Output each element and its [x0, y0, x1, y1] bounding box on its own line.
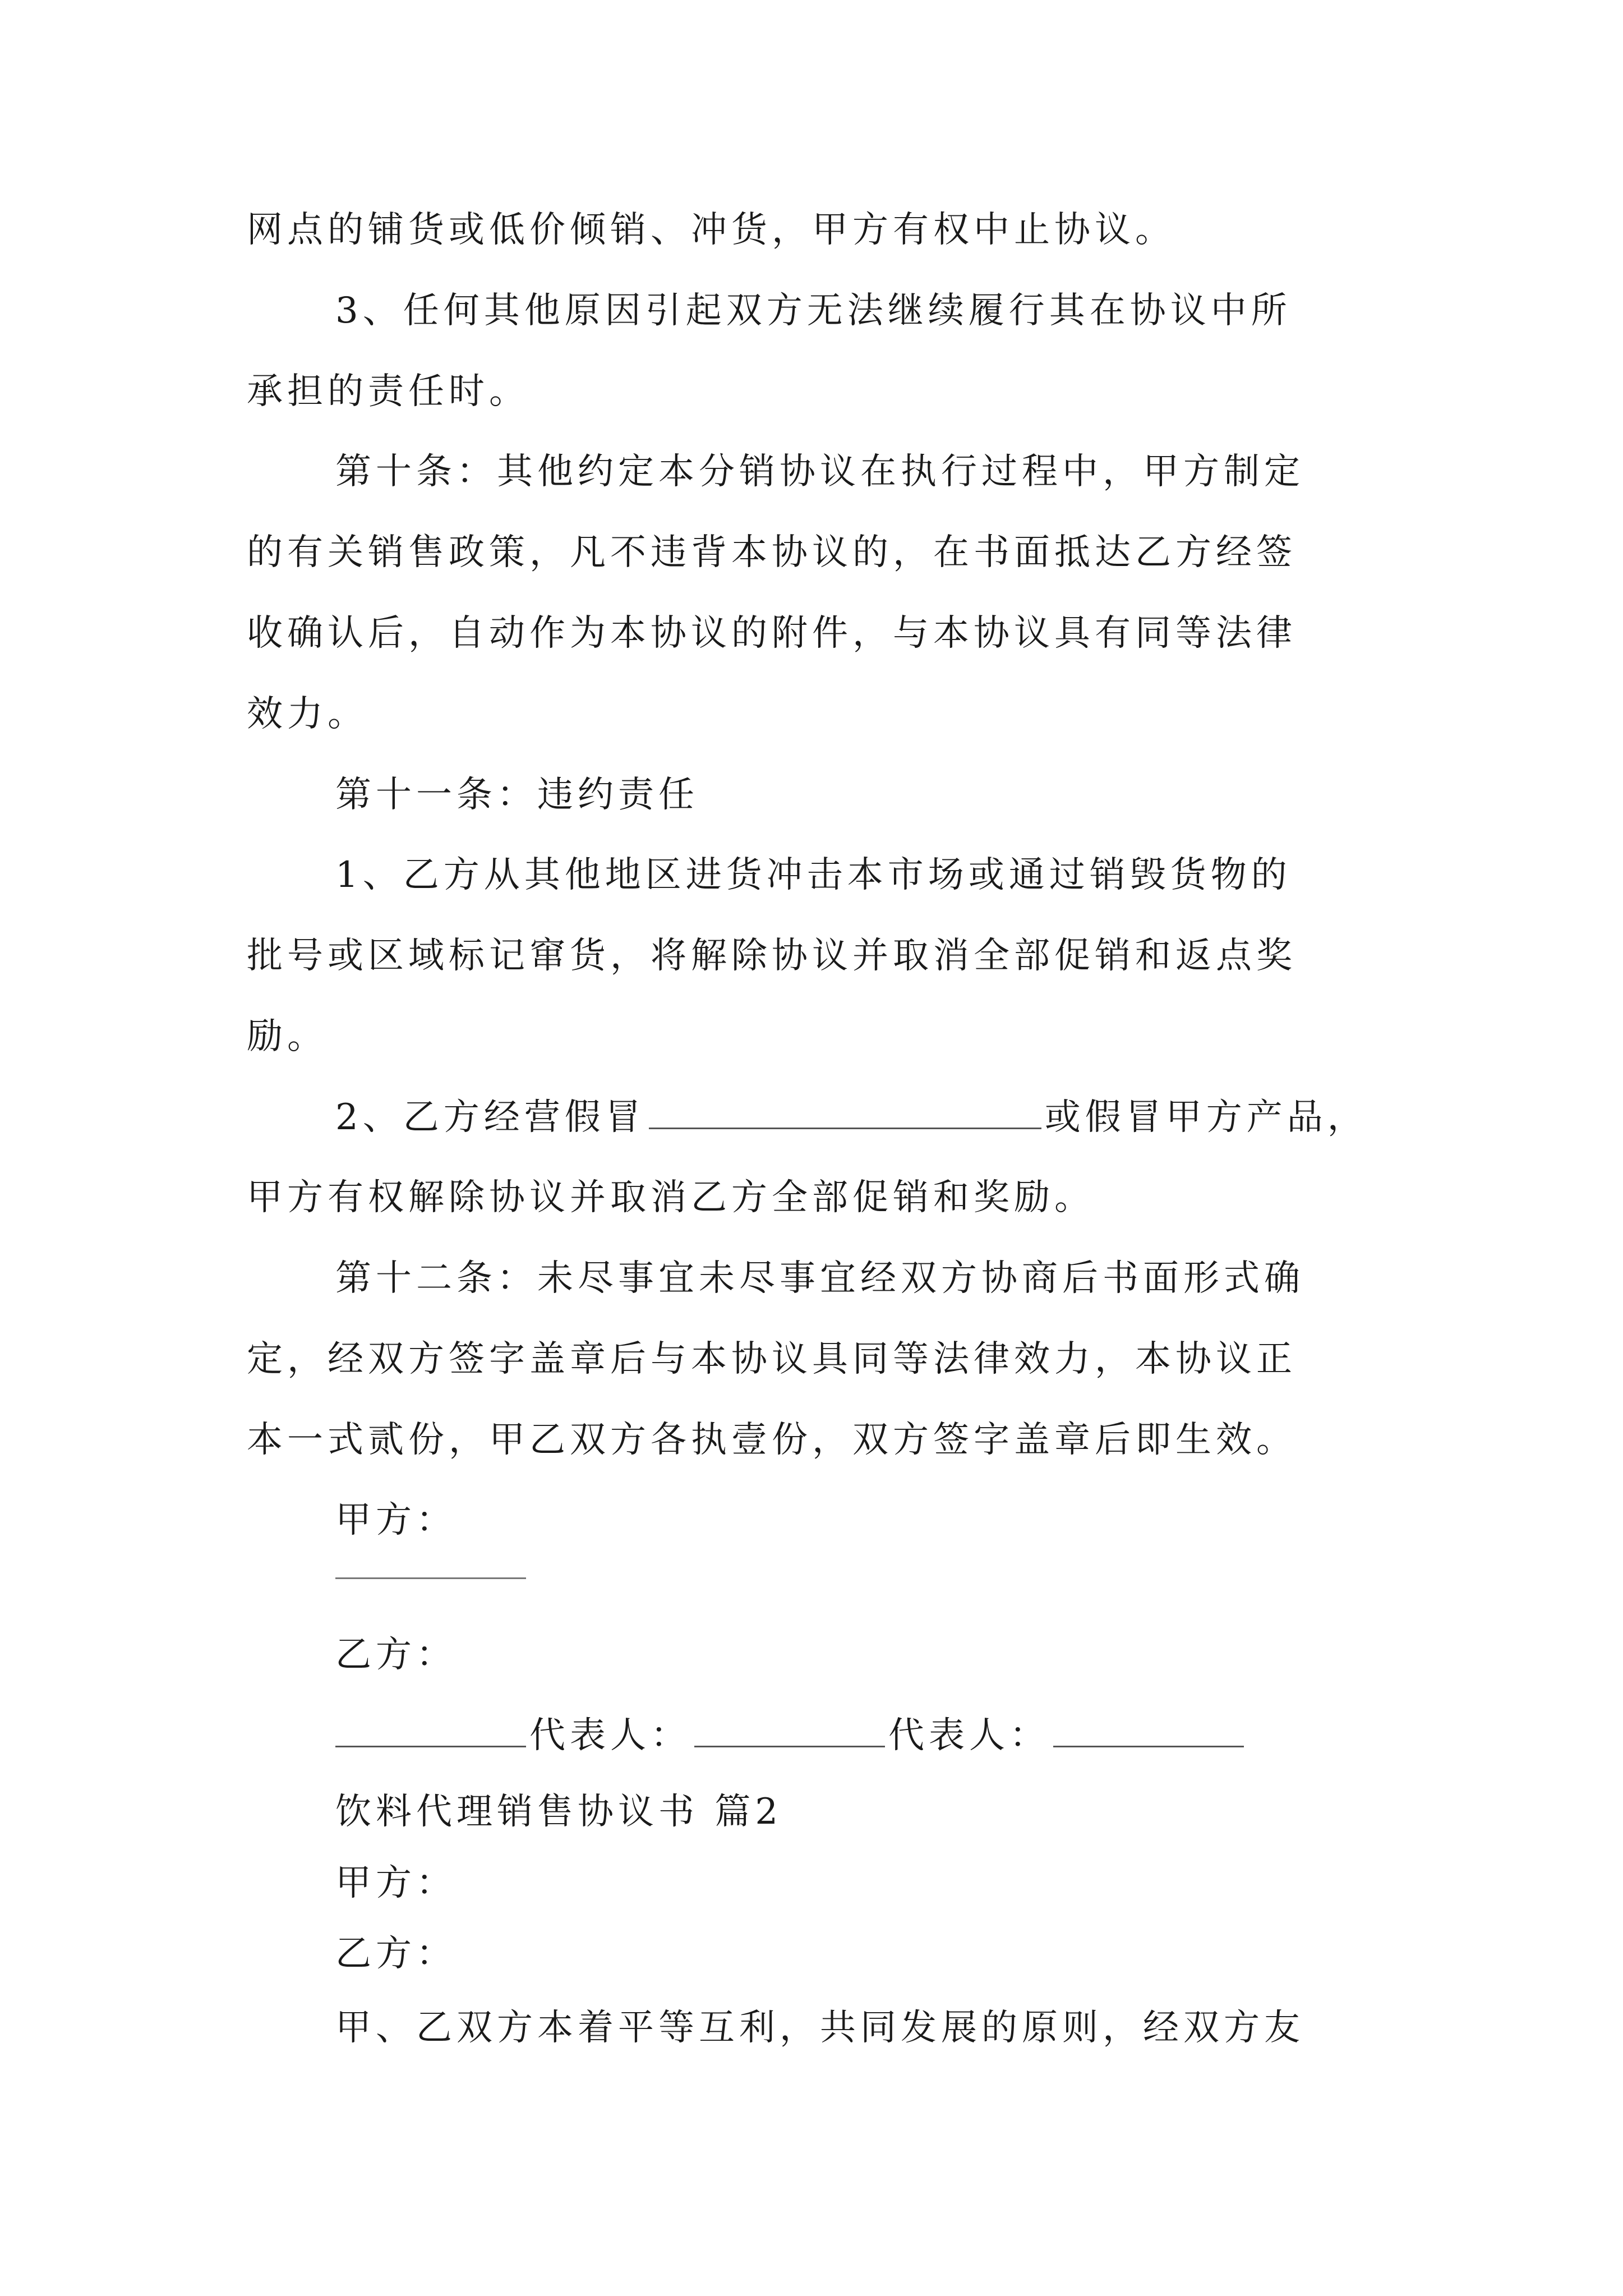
- fill-in-blank: [649, 1095, 1041, 1129]
- article-12-heading: 第十二条：未尽事宜未尽事宜经双方协商后书面形式确: [335, 1258, 1304, 1299]
- text-line: 网点的铺货或低价倾销、冲货，甲方有权中止协议。: [247, 209, 1175, 251]
- text-line: 收确认后，自动作为本协议的附件，与本协议具有同等法律: [247, 613, 1297, 654]
- representative-line: [0, 1710, 1623, 1761]
- text-line: 甲、乙双方本着平等互利，共同发展的原则，经双方友: [335, 2007, 1304, 2049]
- text-line: 的有关销售政策，凡不违背本协议的，在书面抵达乙方经签: [247, 532, 1297, 573]
- text-line: 效力。: [247, 693, 368, 735]
- text-line: 批号或区域标记窜货，将解除协议并取消全部促销和返点奖: [247, 935, 1297, 977]
- article-11-heading: 第十一条：违约责任: [335, 774, 699, 816]
- text-line: 甲方有权解除协议并取消乙方全部促销和奖励。: [247, 1177, 1095, 1218]
- section-title: 饮料代理销售协议书 篇2: [335, 1791, 783, 1833]
- signature-blank: [335, 1713, 526, 1747]
- party-a-label: 甲方：: [335, 1862, 457, 1904]
- clause-text: 2、乙方经营假冒: [335, 1097, 645, 1138]
- representative-label: 代表人：: [529, 1715, 691, 1756]
- signature-blank: [1053, 1713, 1244, 1747]
- article-10-heading: 第十条：其他约定本分销协议在执行过程中，甲方制定: [335, 451, 1304, 493]
- text-line: 励。: [247, 1016, 328, 1057]
- text-line: 1、乙方从其他地区进货冲击本市场或通过销毁货物的: [335, 854, 1292, 896]
- party-a-label: 甲方：: [335, 1499, 457, 1541]
- text-line: 3、任何其他原因引起双方无法继续履行其在协议中所: [335, 290, 1292, 332]
- party-b-label: 乙方：: [335, 1933, 457, 1975]
- representative-label: 代表人：: [888, 1715, 1050, 1756]
- party-b-label: 乙方：: [335, 1634, 457, 1676]
- clause-text: 或假冒甲方产品，: [1044, 1097, 1368, 1138]
- counterfeit-clause-line: [0, 1092, 1623, 1143]
- signature-blank: [694, 1713, 885, 1747]
- text-line: 承担的责任时。: [247, 371, 529, 412]
- signature-line: [335, 1577, 526, 1579]
- text-line: 定，经双方签字盖章后与本协议具同等法律效力，本协议正: [247, 1338, 1297, 1380]
- text-line: 本一式贰份，甲乙双方各执壹份，双方签字盖章后即生效。: [247, 1419, 1297, 1461]
